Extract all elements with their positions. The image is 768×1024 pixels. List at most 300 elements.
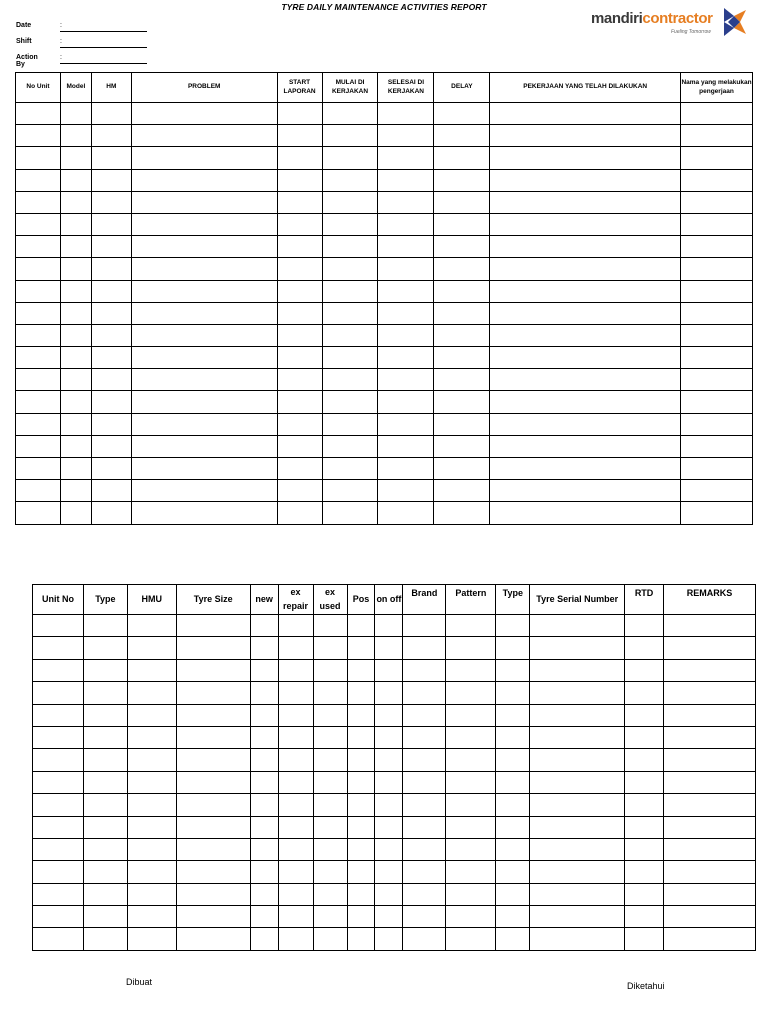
table-cell[interactable] — [322, 413, 378, 435]
table-cell[interactable] — [664, 794, 756, 816]
table-cell[interactable] — [434, 213, 490, 235]
table-cell[interactable] — [176, 637, 250, 659]
table-cell[interactable] — [16, 125, 61, 147]
table-cell[interactable] — [625, 861, 664, 883]
table-cell[interactable] — [16, 280, 61, 302]
table-cell[interactable] — [681, 103, 753, 125]
table-cell[interactable] — [60, 435, 91, 457]
table-cell[interactable] — [83, 928, 127, 950]
table-cell[interactable] — [83, 771, 127, 793]
table-cell[interactable] — [83, 906, 127, 928]
table-cell[interactable] — [313, 704, 347, 726]
table-cell[interactable] — [378, 324, 434, 346]
table-cell[interactable] — [127, 726, 176, 748]
table-cell[interactable] — [91, 458, 131, 480]
table-cell[interactable] — [446, 794, 496, 816]
table-cell[interactable] — [16, 458, 61, 480]
table-cell[interactable] — [403, 771, 446, 793]
table-cell[interactable] — [33, 682, 84, 704]
table-cell[interactable] — [313, 816, 347, 838]
table-cell[interactable] — [83, 794, 127, 816]
table-cell[interactable] — [91, 502, 131, 524]
table-cell[interactable] — [490, 147, 681, 169]
table-cell[interactable] — [60, 213, 91, 235]
table-cell[interactable] — [490, 213, 681, 235]
table-cell[interactable] — [375, 615, 403, 637]
table-cell[interactable] — [378, 502, 434, 524]
table-cell[interactable] — [176, 883, 250, 905]
table-cell[interactable] — [530, 771, 625, 793]
table-cell[interactable] — [322, 258, 378, 280]
table-cell[interactable] — [490, 236, 681, 258]
table-cell[interactable] — [378, 103, 434, 125]
table-cell[interactable] — [446, 726, 496, 748]
table-cell[interactable] — [347, 615, 375, 637]
table-cell[interactable] — [375, 861, 403, 883]
table-cell[interactable] — [278, 637, 313, 659]
table-cell[interactable] — [313, 838, 347, 860]
table-cell[interactable] — [277, 191, 322, 213]
table-cell[interactable] — [83, 749, 127, 771]
table-cell[interactable] — [83, 704, 127, 726]
table-cell[interactable] — [446, 906, 496, 928]
table-cell[interactable] — [131, 213, 277, 235]
table-cell[interactable] — [278, 906, 313, 928]
table-cell[interactable] — [91, 480, 131, 502]
table-cell[interactable] — [490, 369, 681, 391]
table-cell[interactable] — [127, 682, 176, 704]
table-cell[interactable] — [313, 637, 347, 659]
table-cell[interactable] — [33, 749, 84, 771]
table-cell[interactable] — [490, 435, 681, 457]
table-cell[interactable] — [446, 615, 496, 637]
table-cell[interactable] — [378, 369, 434, 391]
table-cell[interactable] — [322, 369, 378, 391]
table-cell[interactable] — [277, 391, 322, 413]
table-cell[interactable] — [91, 125, 131, 147]
table-cell[interactable] — [446, 749, 496, 771]
table-cell[interactable] — [277, 125, 322, 147]
table-cell[interactable] — [434, 125, 490, 147]
table-cell[interactable] — [625, 659, 664, 681]
table-cell[interactable] — [530, 726, 625, 748]
table-cell[interactable] — [446, 682, 496, 704]
table-cell[interactable] — [322, 458, 378, 480]
table-cell[interactable] — [530, 704, 625, 726]
table-cell[interactable] — [496, 615, 530, 637]
table-cell[interactable] — [277, 413, 322, 435]
table-cell[interactable] — [434, 147, 490, 169]
table-cell[interactable] — [490, 103, 681, 125]
table-cell[interactable] — [378, 147, 434, 169]
table-cell[interactable] — [91, 236, 131, 258]
table-cell[interactable] — [347, 928, 375, 950]
table-cell[interactable] — [278, 704, 313, 726]
table-cell[interactable] — [490, 347, 681, 369]
table-cell[interactable] — [60, 258, 91, 280]
table-cell[interactable] — [403, 682, 446, 704]
table-cell[interactable] — [322, 480, 378, 502]
table-cell[interactable] — [127, 816, 176, 838]
table-cell[interactable] — [681, 280, 753, 302]
table-cell[interactable] — [530, 749, 625, 771]
shift-field[interactable] — [60, 47, 147, 48]
table-cell[interactable] — [313, 861, 347, 883]
table-cell[interactable] — [434, 480, 490, 502]
table-cell[interactable] — [131, 458, 277, 480]
table-cell[interactable] — [403, 749, 446, 771]
table-cell[interactable] — [277, 169, 322, 191]
table-cell[interactable] — [131, 125, 277, 147]
table-cell[interactable] — [496, 816, 530, 838]
table-cell[interactable] — [347, 771, 375, 793]
table-cell[interactable] — [60, 458, 91, 480]
table-cell[interactable] — [127, 883, 176, 905]
table-cell[interactable] — [127, 749, 176, 771]
table-cell[interactable] — [16, 169, 61, 191]
table-cell[interactable] — [378, 413, 434, 435]
table-cell[interactable] — [625, 771, 664, 793]
table-cell[interactable] — [625, 928, 664, 950]
table-cell[interactable] — [322, 103, 378, 125]
table-cell[interactable] — [277, 213, 322, 235]
table-cell[interactable] — [83, 726, 127, 748]
table-cell[interactable] — [530, 861, 625, 883]
table-cell[interactable] — [434, 413, 490, 435]
table-cell[interactable] — [278, 659, 313, 681]
table-cell[interactable] — [490, 191, 681, 213]
table-cell[interactable] — [434, 502, 490, 524]
table-cell[interactable] — [278, 615, 313, 637]
table-cell[interactable] — [313, 749, 347, 771]
table-cell[interactable] — [446, 928, 496, 950]
table-cell[interactable] — [530, 906, 625, 928]
table-cell[interactable] — [625, 682, 664, 704]
table-cell[interactable] — [681, 369, 753, 391]
table-cell[interactable] — [664, 816, 756, 838]
table-cell[interactable] — [403, 726, 446, 748]
table-cell[interactable] — [375, 771, 403, 793]
table-cell[interactable] — [250, 749, 278, 771]
table-cell[interactable] — [375, 704, 403, 726]
table-cell[interactable] — [347, 637, 375, 659]
table-cell[interactable] — [681, 324, 753, 346]
table-cell[interactable] — [83, 637, 127, 659]
table-cell[interactable] — [403, 838, 446, 860]
table-cell[interactable] — [434, 302, 490, 324]
table-cell[interactable] — [403, 861, 446, 883]
table-cell[interactable] — [176, 726, 250, 748]
table-cell[interactable] — [490, 502, 681, 524]
table-cell[interactable] — [625, 794, 664, 816]
table-cell[interactable] — [375, 726, 403, 748]
table-cell[interactable] — [681, 347, 753, 369]
table-cell[interactable] — [378, 236, 434, 258]
table-cell[interactable] — [496, 637, 530, 659]
table-cell[interactable] — [277, 302, 322, 324]
table-cell[interactable] — [16, 413, 61, 435]
table-cell[interactable] — [496, 794, 530, 816]
table-cell[interactable] — [530, 838, 625, 860]
action-by-field[interactable] — [60, 63, 147, 64]
table-cell[interactable] — [250, 704, 278, 726]
table-cell[interactable] — [91, 258, 131, 280]
table-cell[interactable] — [322, 324, 378, 346]
table-cell[interactable] — [322, 191, 378, 213]
table-cell[interactable] — [277, 147, 322, 169]
table-cell[interactable] — [16, 213, 61, 235]
table-cell[interactable] — [91, 213, 131, 235]
table-cell[interactable] — [378, 213, 434, 235]
table-cell[interactable] — [446, 816, 496, 838]
table-cell[interactable] — [176, 928, 250, 950]
table-cell[interactable] — [375, 928, 403, 950]
table-cell[interactable] — [403, 883, 446, 905]
table-cell[interactable] — [347, 704, 375, 726]
table-cell[interactable] — [278, 682, 313, 704]
table-cell[interactable] — [681, 213, 753, 235]
table-cell[interactable] — [83, 838, 127, 860]
table-cell[interactable] — [91, 302, 131, 324]
table-cell[interactable] — [378, 191, 434, 213]
table-cell[interactable] — [375, 816, 403, 838]
table-cell[interactable] — [322, 236, 378, 258]
table-cell[interactable] — [277, 236, 322, 258]
table-cell[interactable] — [347, 816, 375, 838]
table-cell[interactable] — [496, 861, 530, 883]
table-cell[interactable] — [446, 883, 496, 905]
table-cell[interactable] — [131, 169, 277, 191]
table-cell[interactable] — [278, 749, 313, 771]
table-cell[interactable] — [403, 794, 446, 816]
table-cell[interactable] — [127, 794, 176, 816]
table-cell[interactable] — [530, 794, 625, 816]
table-cell[interactable] — [625, 816, 664, 838]
table-cell[interactable] — [250, 771, 278, 793]
table-cell[interactable] — [347, 749, 375, 771]
table-cell[interactable] — [378, 391, 434, 413]
table-cell[interactable] — [250, 838, 278, 860]
table-cell[interactable] — [530, 816, 625, 838]
table-cell[interactable] — [131, 391, 277, 413]
table-cell[interactable] — [60, 280, 91, 302]
table-cell[interactable] — [33, 906, 84, 928]
table-cell[interactable] — [664, 861, 756, 883]
table-cell[interactable] — [681, 413, 753, 435]
table-cell[interactable] — [434, 369, 490, 391]
table-cell[interactable] — [250, 659, 278, 681]
table-cell[interactable] — [378, 480, 434, 502]
table-cell[interactable] — [496, 771, 530, 793]
table-cell[interactable] — [378, 258, 434, 280]
table-cell[interactable] — [83, 861, 127, 883]
table-cell[interactable] — [496, 726, 530, 748]
table-cell[interactable] — [403, 637, 446, 659]
table-cell[interactable] — [375, 883, 403, 905]
table-cell[interactable] — [322, 213, 378, 235]
table-cell[interactable] — [250, 637, 278, 659]
table-cell[interactable] — [127, 704, 176, 726]
table-cell[interactable] — [322, 280, 378, 302]
table-cell[interactable] — [131, 147, 277, 169]
table-cell[interactable] — [347, 682, 375, 704]
table-cell[interactable] — [127, 771, 176, 793]
table-cell[interactable] — [347, 726, 375, 748]
table-cell[interactable] — [60, 369, 91, 391]
table-cell[interactable] — [434, 191, 490, 213]
table-cell[interactable] — [496, 906, 530, 928]
table-cell[interactable] — [664, 838, 756, 860]
table-cell[interactable] — [16, 147, 61, 169]
table-cell[interactable] — [16, 103, 61, 125]
table-cell[interactable] — [664, 637, 756, 659]
table-cell[interactable] — [378, 302, 434, 324]
table-cell[interactable] — [33, 704, 84, 726]
table-cell[interactable] — [375, 659, 403, 681]
table-cell[interactable] — [131, 258, 277, 280]
table-cell[interactable] — [313, 883, 347, 905]
table-cell[interactable] — [625, 838, 664, 860]
table-cell[interactable] — [33, 794, 84, 816]
table-cell[interactable] — [33, 928, 84, 950]
table-cell[interactable] — [490, 324, 681, 346]
table-cell[interactable] — [277, 103, 322, 125]
table-cell[interactable] — [403, 928, 446, 950]
table-cell[interactable] — [446, 704, 496, 726]
table-cell[interactable] — [176, 906, 250, 928]
table-cell[interactable] — [403, 816, 446, 838]
table-cell[interactable] — [681, 125, 753, 147]
table-cell[interactable] — [277, 480, 322, 502]
table-cell[interactable] — [60, 169, 91, 191]
table-cell[interactable] — [347, 906, 375, 928]
table-cell[interactable] — [33, 659, 84, 681]
table-cell[interactable] — [131, 324, 277, 346]
table-cell[interactable] — [33, 838, 84, 860]
table-cell[interactable] — [322, 147, 378, 169]
table-cell[interactable] — [16, 369, 61, 391]
table-cell[interactable] — [250, 726, 278, 748]
table-cell[interactable] — [313, 682, 347, 704]
table-cell[interactable] — [434, 435, 490, 457]
table-cell[interactable] — [60, 480, 91, 502]
table-cell[interactable] — [277, 347, 322, 369]
table-cell[interactable] — [681, 502, 753, 524]
table-cell[interactable] — [681, 480, 753, 502]
table-cell[interactable] — [16, 435, 61, 457]
table-cell[interactable] — [91, 413, 131, 435]
table-cell[interactable] — [127, 906, 176, 928]
table-cell[interactable] — [91, 280, 131, 302]
table-cell[interactable] — [530, 682, 625, 704]
table-cell[interactable] — [60, 502, 91, 524]
table-cell[interactable] — [375, 906, 403, 928]
table-cell[interactable] — [490, 258, 681, 280]
table-cell[interactable] — [347, 659, 375, 681]
table-cell[interactable] — [176, 682, 250, 704]
table-cell[interactable] — [681, 258, 753, 280]
table-cell[interactable] — [490, 391, 681, 413]
table-cell[interactable] — [322, 435, 378, 457]
table-cell[interactable] — [446, 861, 496, 883]
table-cell[interactable] — [664, 704, 756, 726]
table-cell[interactable] — [490, 302, 681, 324]
table-cell[interactable] — [176, 704, 250, 726]
table-cell[interactable] — [278, 838, 313, 860]
table-cell[interactable] — [277, 435, 322, 457]
table-cell[interactable] — [127, 659, 176, 681]
table-cell[interactable] — [176, 816, 250, 838]
table-cell[interactable] — [378, 435, 434, 457]
table-cell[interactable] — [16, 258, 61, 280]
table-cell[interactable] — [530, 928, 625, 950]
table-cell[interactable] — [496, 928, 530, 950]
table-cell[interactable] — [60, 125, 91, 147]
table-cell[interactable] — [131, 103, 277, 125]
table-cell[interactable] — [16, 236, 61, 258]
date-field[interactable] — [60, 31, 147, 32]
table-cell[interactable] — [434, 258, 490, 280]
table-cell[interactable] — [681, 191, 753, 213]
table-cell[interactable] — [33, 816, 84, 838]
table-cell[interactable] — [681, 458, 753, 480]
table-cell[interactable] — [375, 637, 403, 659]
table-cell[interactable] — [403, 704, 446, 726]
table-cell[interactable] — [278, 794, 313, 816]
table-cell[interactable] — [322, 169, 378, 191]
table-cell[interactable] — [91, 391, 131, 413]
table-cell[interactable] — [434, 458, 490, 480]
table-cell[interactable] — [313, 928, 347, 950]
table-cell[interactable] — [60, 347, 91, 369]
table-cell[interactable] — [91, 347, 131, 369]
table-cell[interactable] — [278, 771, 313, 793]
table-cell[interactable] — [322, 391, 378, 413]
table-cell[interactable] — [496, 682, 530, 704]
table-cell[interactable] — [378, 125, 434, 147]
table-cell[interactable] — [131, 302, 277, 324]
table-cell[interactable] — [83, 659, 127, 681]
table-cell[interactable] — [322, 347, 378, 369]
table-cell[interactable] — [490, 280, 681, 302]
table-cell[interactable] — [347, 883, 375, 905]
table-cell[interactable] — [378, 458, 434, 480]
table-cell[interactable] — [250, 794, 278, 816]
table-cell[interactable] — [91, 435, 131, 457]
table-cell[interactable] — [277, 258, 322, 280]
table-cell[interactable] — [277, 280, 322, 302]
table-cell[interactable] — [33, 726, 84, 748]
table-cell[interactable] — [83, 883, 127, 905]
table-cell[interactable] — [322, 125, 378, 147]
table-cell[interactable] — [681, 391, 753, 413]
table-cell[interactable] — [496, 749, 530, 771]
table-cell[interactable] — [176, 615, 250, 637]
table-cell[interactable] — [176, 749, 250, 771]
table-cell[interactable] — [322, 302, 378, 324]
table-cell[interactable] — [60, 391, 91, 413]
table-cell[interactable] — [664, 771, 756, 793]
table-cell[interactable] — [250, 682, 278, 704]
table-cell[interactable] — [530, 637, 625, 659]
table-cell[interactable] — [127, 615, 176, 637]
table-cell[interactable] — [625, 615, 664, 637]
table-cell[interactable] — [91, 147, 131, 169]
table-cell[interactable] — [434, 103, 490, 125]
table-cell[interactable] — [277, 458, 322, 480]
table-cell[interactable] — [60, 103, 91, 125]
table-cell[interactable] — [625, 704, 664, 726]
